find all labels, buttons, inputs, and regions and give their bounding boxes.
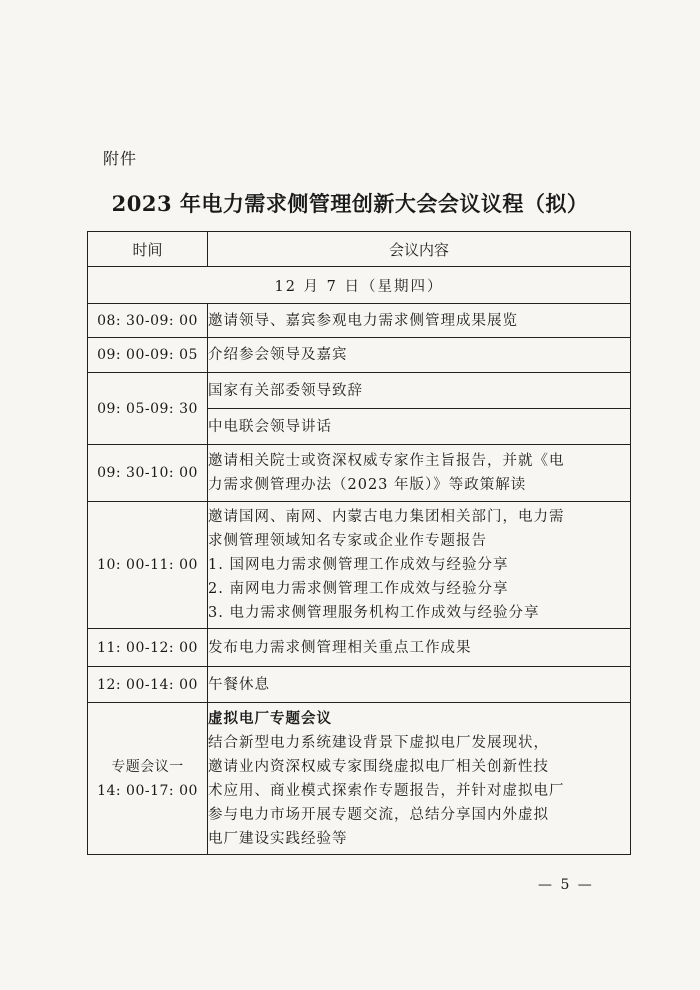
content-line: 邀请领导、嘉宾参观电力需求侧管理成果展览	[208, 312, 518, 329]
time-cell: 10: 00-11: 00	[88, 502, 208, 629]
content-line: 邀请国网、南网、内蒙古电力集团相关部门，电力需	[208, 509, 565, 525]
table-row	[88, 703, 631, 855]
content-line: 3. 电力需求侧管理服务机构工作成效与经验分享	[208, 605, 540, 621]
time-cell: 08: 30-09: 00	[88, 304, 208, 338]
time-cell: 09: 00-09: 05	[88, 338, 208, 373]
table-header-row	[88, 232, 631, 267]
page-title: 2023 年电力需求侧管理创新大会会议议程（拟）	[111, 191, 589, 216]
time-cell: 09: 05-09: 30	[88, 373, 208, 445]
table-row	[88, 667, 631, 703]
content-line: 参与电力市场开展专题交流，总结分享国内外虚拟	[208, 806, 549, 823]
table-row	[88, 338, 631, 373]
content-line: 电厂建设实践经验等	[208, 830, 348, 847]
content-line: 力需求侧管理办法（2023 年版）》等政策解读	[208, 477, 527, 493]
content-cell	[208, 703, 631, 855]
agenda-table	[87, 231, 631, 855]
date-cell: 12 月 7 日（星期四）	[88, 267, 631, 304]
content-line: 术应用、商业模式探索作专题报告，并针对虚拟电厂	[208, 782, 565, 799]
content-line: 2. 南网电力需求侧管理工作成效与经验分享	[208, 581, 509, 597]
page-number: — 5 —	[538, 877, 594, 893]
content-line: 结合新型电力系统建设背景下虚拟电厂发展现状，	[208, 734, 549, 751]
content-cell	[208, 502, 631, 629]
table-row	[88, 502, 631, 629]
time-cell: 11: 00-12: 00	[88, 629, 208, 667]
content-line: 发布电力需求侧管理相关重点工作成果	[208, 639, 472, 656]
content-cell	[208, 338, 631, 373]
content-cell	[208, 629, 631, 667]
content-line: 午餐休息	[208, 676, 270, 693]
session-heading: 虚拟电厂专题会议	[208, 709, 332, 727]
table-row	[88, 373, 631, 409]
time-cell	[88, 703, 208, 855]
time-line: 14: 00-17: 00	[97, 782, 198, 799]
content-cell	[208, 373, 631, 409]
time-cell: 12: 00-14: 00	[88, 667, 208, 703]
content-line: 中电联会领导讲话	[208, 418, 332, 435]
header-content: 会议内容	[208, 232, 631, 267]
content-line: 邀请业内资深权威专家围绕虚拟电厂相关创新性技	[208, 758, 549, 775]
date-row	[88, 267, 631, 304]
content-cell	[208, 304, 631, 338]
time-cell: 09: 30-10: 00	[88, 445, 208, 502]
attachment-label: 附件	[103, 149, 138, 168]
table-row	[88, 304, 631, 338]
table-row	[88, 629, 631, 667]
header-time: 时间	[88, 232, 208, 267]
content-line: 求侧管理领域知名专家或企业作专题报告	[208, 533, 487, 549]
content-line: 国家有关部委领导致辞	[208, 382, 363, 399]
content-cell	[208, 445, 631, 502]
content-cell	[208, 667, 631, 703]
content-line: 1. 国网电力需求侧管理工作成效与经验分享	[208, 557, 509, 573]
content-line: 介绍参会领导及嘉宾	[208, 347, 348, 363]
content-cell	[208, 409, 631, 445]
time-line: 专题会议一	[111, 758, 184, 775]
content-line: 邀请相关院士或资深权威专家作主旨报告，并就《电	[208, 453, 565, 469]
table-row	[88, 445, 631, 502]
